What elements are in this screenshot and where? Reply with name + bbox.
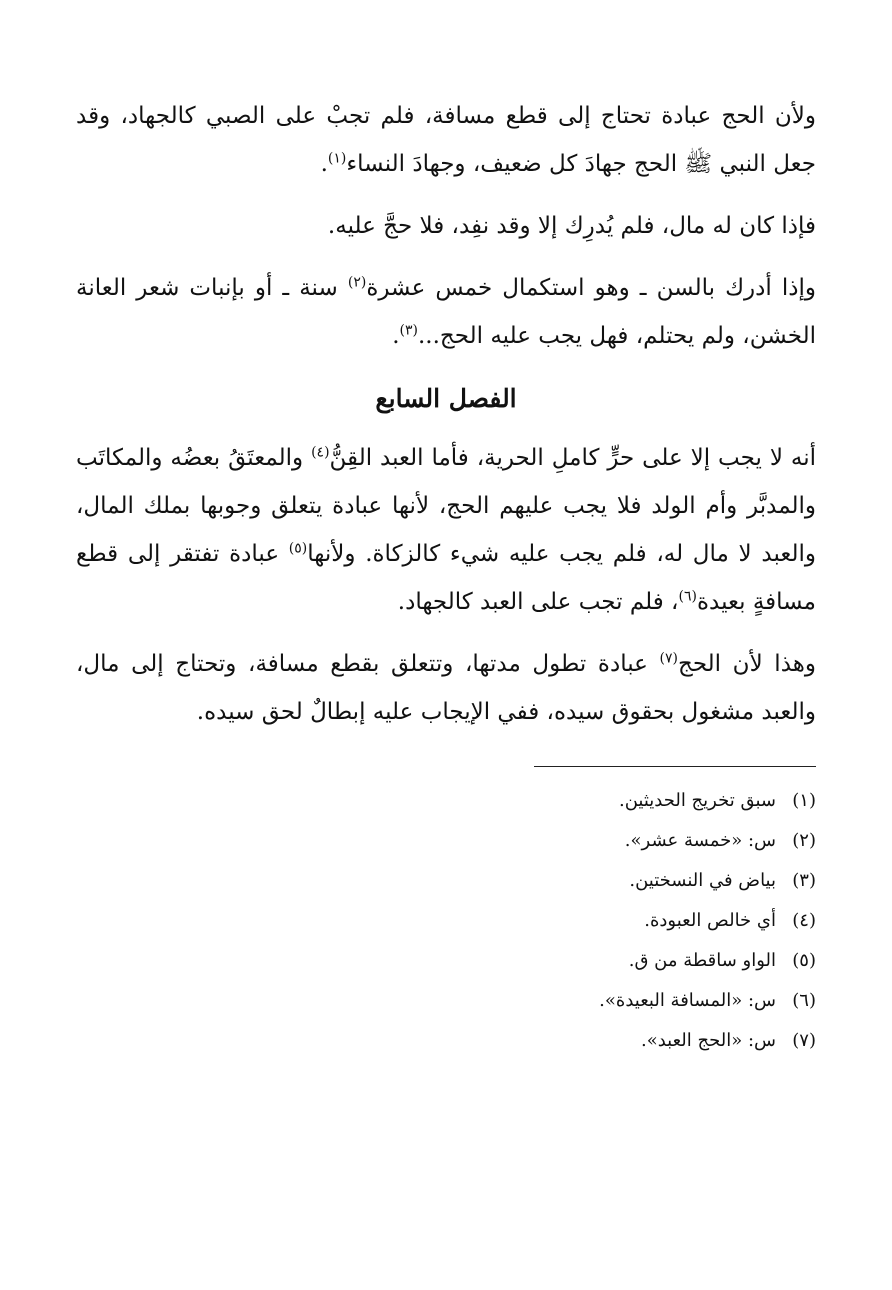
paragraph-text: سنة ـ أو بإنبات شعر العانة الخشن، ولم يحتلم، فهل يجب عليه الحج...: [76, 275, 816, 349]
section-heading: الفصل السابع: [375, 384, 517, 413]
footnote-ref[interactable]: (٤): [311, 444, 330, 461]
footnote-text: أي خالص العبودة.: [644, 910, 776, 931]
paragraph-text: أنه لا يجب إلا على حرٍّ كاملِ الحرية، فأما العبد القِنُّ: [329, 445, 816, 471]
paragraph-age: [76, 264, 816, 360]
paragraph-hajj-journey: [76, 92, 816, 188]
footnote-divider: [534, 766, 816, 767]
paragraph-servant-duties: [76, 640, 816, 736]
paragraph-text: وإذا أدرك بالسن ـ وهو استكمال خمس عشرة: [366, 275, 816, 301]
paragraph-text: عبادة تطول مدتها، وتتعلق بقطع مسافة، وتحتاج إلى مال، والعبد مشغول بحقوق سيده، ففي الإيجاب عليه إبطالٌ لحق سيده.: [76, 651, 816, 725]
footnote-text: س: «خمسة عشر».: [624, 830, 776, 851]
footnote-number: (٤): [792, 910, 816, 931]
paragraph-free-person: [76, 434, 816, 626]
footnote-ref[interactable]: (١): [327, 150, 347, 167]
footnote-ref[interactable]: (٧): [659, 650, 678, 667]
footnote-item: [76, 1021, 816, 1061]
footnote-number: (١): [792, 790, 816, 811]
paragraph-text: .: [392, 323, 400, 349]
footnote-item: [76, 901, 816, 941]
footnote-number: (٦): [792, 990, 816, 1011]
page-body: [76, 92, 816, 1061]
footnote-item: [76, 981, 816, 1021]
paragraph-text: ولأن الحج عبادة تحتاج إلى قطع مسافة، فلم تجبْ على الصبي كالجهاد، وقد جعل النبي ﷺ الحج جهادَ كل ضعيف، وجهادَ النساء: [76, 103, 816, 177]
footnote-number: (٢): [792, 830, 816, 851]
footnote-text: س: «الحج العبد».: [641, 1030, 776, 1051]
paragraph-text: عبادة تفتقر إلى قطع مسافةٍ بعيدة: [76, 541, 816, 615]
footnote-item: [76, 941, 816, 981]
paragraph-text: .: [320, 151, 328, 177]
footnote-item: [76, 861, 816, 901]
footnote-ref[interactable]: (٢): [347, 274, 367, 291]
paragraph-text: فإذا كان له مال، فلم يُدرِك إلا وقد نفِد، فلا حجَّ عليه.: [327, 213, 816, 239]
footnote-item: [76, 781, 816, 821]
paragraph-wealth: [76, 202, 816, 250]
footnote-ref[interactable]: (٦): [678, 588, 697, 605]
footnote-ref[interactable]: (٥): [288, 540, 308, 557]
footnote-ref[interactable]: (٣): [399, 322, 418, 339]
footnote-list: [76, 781, 816, 1061]
paragraph-text: وهذا لأن الحج: [677, 651, 817, 677]
footnote-number: (٥): [792, 950, 816, 971]
footnote-number: (٣): [792, 870, 816, 891]
footnote-text: سبق تخريج الحديثين.: [618, 790, 776, 811]
footnote-text: بياض في النسختين.: [629, 870, 776, 891]
footnote-item: [76, 821, 816, 861]
footnote-number: (٧): [792, 1030, 816, 1051]
paragraph-text: والمعتَقُ بعضُه والمكاتَب والمدبَّر وأم الولد فلا يجب عليهم الحج، لأنها عبادة يتعلق وجوبها بملك المال، والعبد لا مال له، فلم يجب عليه شيء كالزكاة. ولأنها: [76, 445, 816, 567]
footnote-text: الواو ساقطة من ق.: [628, 950, 776, 971]
paragraph-text: ، فلم تجب على العبد كالجهاد.: [397, 589, 679, 615]
footnote-text: س: «المسافة البعيدة».: [599, 990, 776, 1011]
